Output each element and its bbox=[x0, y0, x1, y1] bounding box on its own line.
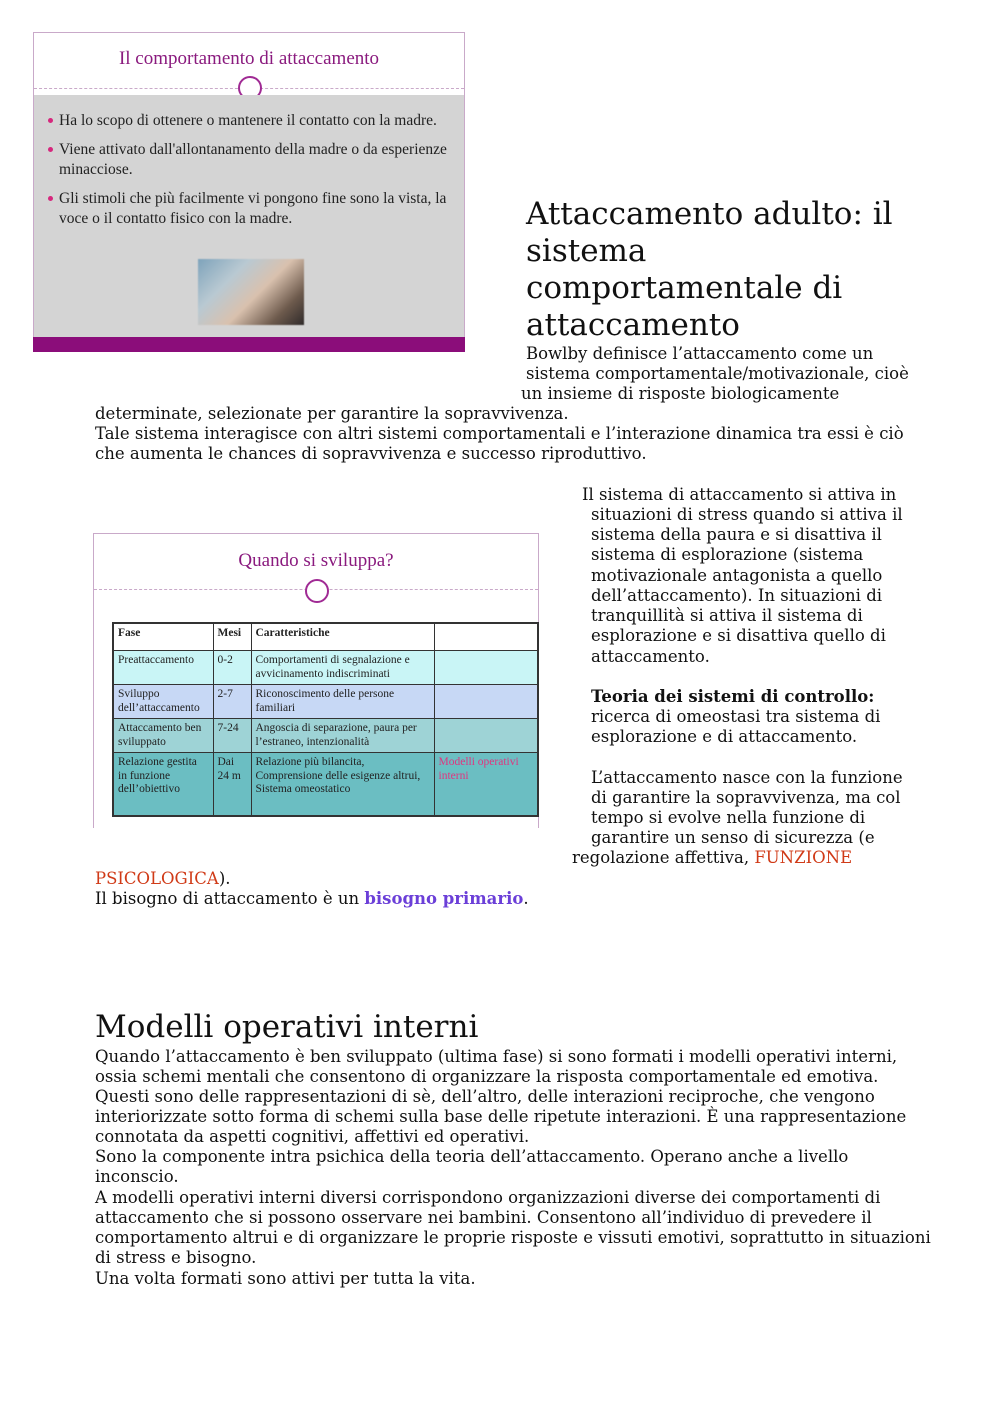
circle-ornament-icon bbox=[305, 579, 329, 603]
funzione-highlight: FUNZIONE bbox=[754, 848, 853, 867]
cell-extra bbox=[434, 719, 538, 753]
slide-title: Il comportamento di attaccamento bbox=[118, 48, 380, 69]
right-para-line: sistema della paura e si disattiva il bbox=[591, 525, 882, 544]
heading-line: Attaccamento adulto: il bbox=[526, 196, 893, 232]
bisogno-prefix: Il bisogno di attaccamento è un bbox=[95, 889, 365, 908]
right-para-line: dell’attaccamento). In situazioni di bbox=[591, 586, 883, 605]
bullet-item: Gli stimoli che più facilmente vi pongono fine sono la vista, la voce o il contatto fisico con la madre. bbox=[48, 189, 448, 229]
psicologica-tail: ). bbox=[218, 869, 231, 888]
bullet-list bbox=[48, 111, 448, 238]
right-para-line: motivazionale antagonista a quello bbox=[591, 566, 883, 585]
models-line: A modelli operativi interni diversi corrispondono organizzazioni diverse dei comportamenti di bbox=[95, 1188, 881, 1207]
models-line: Una volta formati sono attivi per tutta la vita. bbox=[95, 1269, 476, 1288]
function-line: garantire un senso di sicurezza (e bbox=[591, 828, 875, 847]
right-para-line: Il sistema di attaccamento si attiva in bbox=[582, 485, 897, 504]
cell-extra bbox=[434, 685, 538, 719]
table-row bbox=[113, 685, 538, 719]
slide-content bbox=[34, 95, 464, 337]
function-line: di garantire la sopravvivenza, ma col bbox=[591, 788, 901, 807]
cell-caratteristiche: Riconoscimento delle persone familiari bbox=[251, 685, 434, 719]
paragraph-line: che aumenta le chances di sopravvivenza e successo riproduttivo. bbox=[95, 444, 647, 463]
models-line: attaccamento che si possono osservare nei bambini. Consentono all’individuo di prevedere il bbox=[95, 1208, 872, 1227]
models-line: Quando l’attaccamento è ben sviluppato (ultima fase) si sono formati i modelli operativi interni, bbox=[95, 1047, 898, 1066]
slide-development-phases bbox=[93, 533, 539, 828]
bullet-item: Viene attivato dall'allontanamento della madre o da esperienze minacciose. bbox=[48, 140, 448, 180]
intro-line: un insieme di risposte biologicamente bbox=[521, 384, 840, 403]
function-line-last bbox=[572, 848, 852, 868]
cell-caratteristiche: Relazione più bilancita, Comprensione delle esigenze altrui, Sistema omeostatico bbox=[251, 753, 434, 817]
section-heading-models: Modelli operativi interni bbox=[95, 1009, 479, 1045]
heading-line: sistema bbox=[526, 233, 647, 269]
models-line: Sono la componente intra psichica della teoria dell’attaccamento. Operano anche a livello bbox=[95, 1147, 849, 1166]
models-line: Questi sono delle rappresentazioni di sè, dell’altro, delle interazioni reciproche, che vengono bbox=[95, 1087, 875, 1106]
bisogno-line bbox=[95, 889, 529, 909]
bisogno-highlight: bisogno primario bbox=[364, 889, 524, 908]
models-line: connotata da aspetti cognitivi, affettivi ed operativi. bbox=[95, 1127, 530, 1146]
right-para-line: esplorazione e si disattiva quello di bbox=[591, 626, 886, 645]
bisogno-suffix: . bbox=[523, 889, 529, 908]
right-para-line: tranquillità si attiva il sistema di bbox=[591, 606, 863, 625]
paragraph-line: Tale sistema interagisce con altri sistemi comportamentali e l’interazione dinamica tra essi è ciò bbox=[95, 424, 904, 443]
function-line: L’attaccamento nasce con la funzione bbox=[591, 768, 903, 787]
cell-caratteristiche: Comportamenti di segnalazione e avvicinamento indiscriminati bbox=[251, 651, 434, 685]
cell-extra bbox=[434, 651, 538, 685]
theory-line: ricerca di omeostasi tra sistema di bbox=[591, 707, 881, 726]
function-text: regolazione affettiva, bbox=[572, 848, 755, 867]
cell-fase: Attaccamento ben sviluppato bbox=[113, 719, 213, 753]
slide-title: Quando si sviluppa? bbox=[238, 550, 394, 571]
section-heading-attachment bbox=[526, 196, 893, 344]
cell-fase: Relazione gestita in funzione dell’obiettivo bbox=[113, 753, 213, 817]
table-row bbox=[113, 719, 538, 753]
models-line: comportamento altrui e di organizzare le proprie risposte e vissuti emotivi, soprattutto in situazioni bbox=[95, 1228, 931, 1247]
cell-mesi: 7-24 bbox=[213, 719, 251, 753]
phase-table bbox=[112, 622, 539, 817]
table-row bbox=[113, 651, 538, 685]
psicologica-highlight: PSICOLOGICA bbox=[95, 869, 219, 888]
models-line: di stress e bisogno. bbox=[95, 1248, 257, 1267]
cell-fase: Sviluppo dell’attaccamento bbox=[113, 685, 213, 719]
theory-heading: Teoria dei sistemi di controllo: bbox=[591, 687, 875, 706]
paragraph-line: determinate, selezionate per garantire la sopravvivenza. bbox=[95, 404, 569, 423]
intro-line: Bowlby definisce l’attaccamento come un bbox=[526, 344, 874, 363]
theory-line: esplorazione e di attaccamento. bbox=[591, 727, 858, 746]
cell-mesi: Dai 24 m bbox=[213, 753, 251, 817]
cell-fase: Preattaccamento bbox=[113, 651, 213, 685]
models-line: inconscio. bbox=[95, 1167, 179, 1186]
table-row bbox=[113, 753, 538, 817]
bullet-item: Ha lo scopo di ottenere o mantenere il contatto con la madre. bbox=[48, 111, 448, 131]
right-para-line: attaccamento. bbox=[591, 647, 710, 666]
heading-line: attaccamento bbox=[526, 307, 740, 343]
heading-line: comportamentale di bbox=[526, 270, 843, 306]
slide-footer-bar bbox=[33, 337, 465, 352]
function-line: tempo si evolve nella funzione di bbox=[591, 808, 866, 827]
right-para-line: situazioni di stress quando si attiva il bbox=[591, 505, 903, 524]
models-line: interiorizzate sotto forma di schemi sulla base delle ripetute interazioni. È una rappresentazione bbox=[95, 1107, 907, 1126]
right-para-line: sistema di esplorazione (sistema bbox=[591, 545, 864, 564]
cell-extra: Modelli operativi interni bbox=[434, 753, 538, 817]
header-empty bbox=[434, 623, 538, 651]
psicologica-line bbox=[95, 869, 231, 889]
cell-mesi: 2-7 bbox=[213, 685, 251, 719]
cell-caratteristiche: Angoscia di separazione, paura per l’estraneo, intenzionalità bbox=[251, 719, 434, 753]
header-fase: Fase bbox=[113, 623, 213, 651]
intro-line: sistema comportamentale/motivazionale, cioè bbox=[526, 364, 909, 383]
table-header-row bbox=[113, 623, 538, 651]
header-caratteristiche: Caratteristiche bbox=[251, 623, 434, 651]
cell-mesi: 0-2 bbox=[213, 651, 251, 685]
sleeping-baby-photo bbox=[198, 259, 304, 325]
models-line: ossia schemi mentali che consentono di organizzare la risposta comportamentale ed emotiva. bbox=[95, 1067, 879, 1086]
header-mesi: Mesi bbox=[213, 623, 251, 651]
slide-attachment-behavior bbox=[33, 32, 465, 352]
